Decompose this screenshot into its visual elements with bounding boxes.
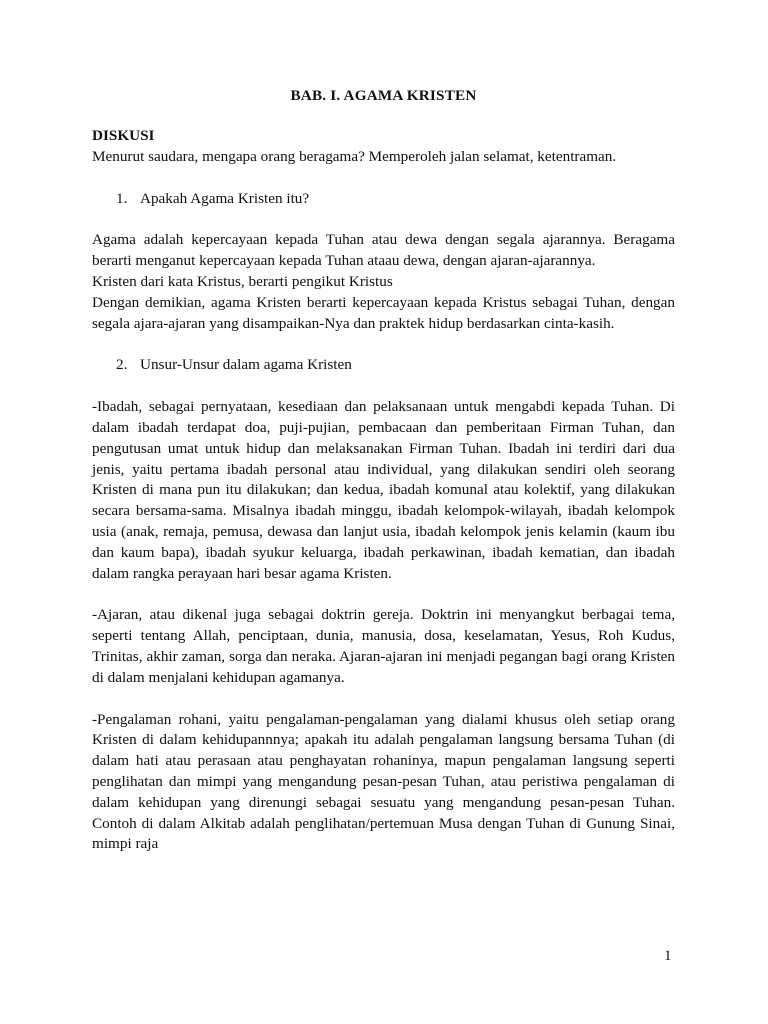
page-title: BAB. I. AGAMA KRISTEN bbox=[290, 87, 477, 104]
section-title: Unsur-Unsur dalam agama Kristen bbox=[140, 356, 352, 374]
paragraph: Kristen dari kata Kristus, berarti pengikut Kristus bbox=[92, 272, 393, 290]
section-heading-1 bbox=[116, 189, 675, 210]
section-title: Apakah Agama Kristen itu? bbox=[140, 189, 310, 207]
page-number: 1 bbox=[664, 948, 672, 964]
paragraph-pengalaman-rohani: -Pengalaman rohani, yaitu pengalaman-pengalaman yang dialami khusus oleh setiap orang Kristen di dalam kehidupannnya; apakah itu adalah pengalaman langsung bersama Tuhan (di dalam hati atau perasaan atau penghayatan rohaninya, mapun pengalaman langsung seperti penglihatan dan mimpi yang mengandung pesan-pesan Tuhan, atau peristiwa pengalaman di dalam kehidupan yang direnungi sebagai sesuatu yang mengandung pesan-pesan Tuhan. Contoh di dalam Alkitab adalah penglihatan/pertemuan Musa dengan Tuhan di Gunung Sinai, mimpi raja bbox=[92, 710, 675, 853]
paragraph: Agama adalah kepercayaan kepada Tuhan atau dewa dengan segala ajarannya. Beragama berarti menganut kepercayaan kepada Tuhan ataau dewa, dengan ajaran-ajarannya. bbox=[92, 231, 675, 270]
section-number: 2. bbox=[116, 356, 128, 374]
section-number: 1. bbox=[116, 189, 128, 207]
discussion-heading: DISKUSI bbox=[92, 127, 155, 144]
discussion-text: Menurut saudara, mengapa orang beragama? Memperoleh jalan selamat, ketentraman. bbox=[92, 147, 617, 165]
paragraph: Dengan demikian, agama Kristen berarti kepercayaan kepada Kristus sebagai Tuhan, dengan segala ajara-ajaran yang disampaikan-Nya dan praktek hidup berdasarkan cinta-kasih. bbox=[92, 293, 675, 332]
paragraph-ibadah: -Ibadah, sebagai pernyataan, kesediaan dan pelaksanaan untuk mengabdi kepada Tuhan. Di dalam ibadah terdapat doa, puji-pujian, pembacaan dan pemberitaan Firman Tuhan, dan pengutusan umat untuk hidup dan melaksanakan Firman Tuhan. Ibadah ini terdiri dari dua jenis, yaitu pertama ibadah personal atau individual, yang dilakukan sendiri oleh seorang Kristen di mana pun itu dilakukan; dan kedua, ibadah komunal atau kolektif, yang dilakukan secara bersama-sama. Misalnya ibadah minggu, ibadah kelompok-wilayah, ibadah kelompok usia (anak, remaja, pemusa, dewasa dan lanjut usia, ibadah kelompok jenis kelamin (kaum ibu dan kaum bapa), ibadah syukur keluarga, ibadah perkawinan, ibadah kematian, dan ibadah dalam rangka perayaan hari besar agama Kristen. bbox=[92, 398, 675, 582]
section-heading-2 bbox=[116, 355, 675, 376]
document-page bbox=[92, 86, 675, 855]
paragraph-ajaran: -Ajaran, atau dikenal juga sebagai doktrin gereja. Doktrin ini menyangkut berbagai tema, seperti tentang Allah, penciptaan, dunia, manusia, dosa, keselamatan, Yesus, Roh Kudus, Trinitas, akhir zaman, sorga dan neraka. Ajaran-ajaran ini menjadi pegangan bagi orang Kristen di dalam menjalani kehidupan agamanya. bbox=[92, 606, 675, 686]
